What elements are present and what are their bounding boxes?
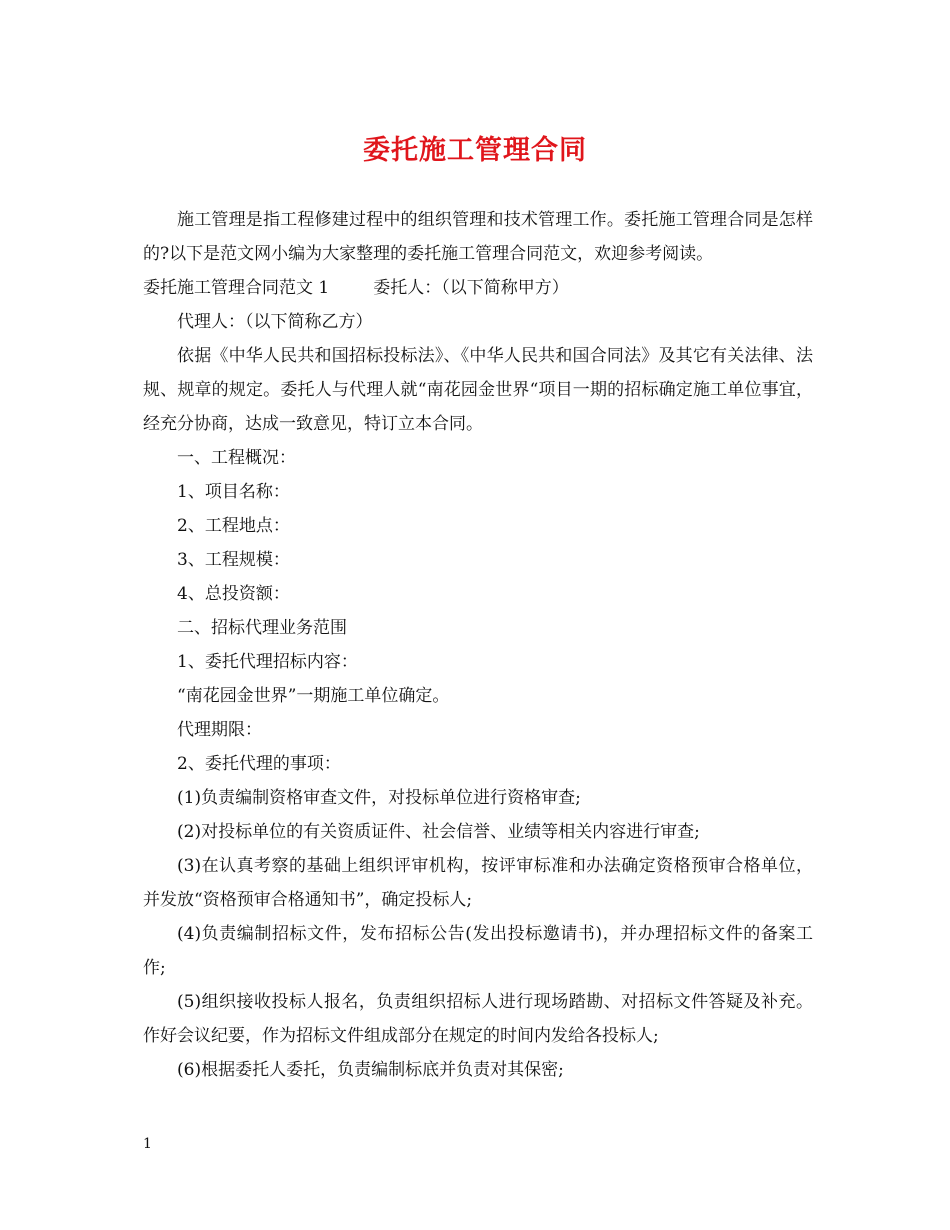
sample-line	[143, 271, 813, 305]
agent-line: 代理人：（以下简称乙方）	[177, 312, 373, 332]
scope-content: “南花园金世界”一期施工单位确定。	[177, 686, 450, 706]
task-item: (2)对投标单位的有关资质证件、社会信誉、业绩等相关内容进行审查;	[177, 822, 700, 842]
document-body	[143, 203, 813, 1087]
page-title: 委托施工管理合同	[363, 135, 587, 166]
page-number: 1	[143, 1136, 152, 1152]
sample-heading: 委托施工管理合同范文 1	[143, 278, 330, 298]
task-item: (4)负责编制招标文件，发布招标公告(发出投标邀请书)，并办理招标文件的备案工作;	[143, 924, 813, 978]
scope-item: 2、委托代理的事项：	[177, 754, 341, 774]
period-line: 代理期限：	[177, 720, 262, 740]
task-item: (5)组织接收投标人报名，负责组织招标人进行现场踏勘、对招标文件答疑及补充。作好会议纪要，作为招标文件组成部分在规定的时间内发给各投标人;	[143, 992, 813, 1046]
principal-line: 委托人：（以下简称甲方）	[373, 278, 569, 298]
scope-item: 1、委托代理招标内容：	[177, 652, 358, 672]
list-item: 4、总投资额：	[177, 584, 290, 604]
section-2-title: 二、招标代理业务范围	[177, 618, 347, 638]
intro-paragraph: 施工管理是指工程修建过程中的组织管理和技术管理工作。委托施工管理合同是怎样的?以下是范文网小编为大家整理的委托施工管理合同范文，欢迎参考阅读。	[143, 210, 813, 264]
task-item: (3)在认真考察的基础上组织评审机构，按评审标准和办法确定资格预审合格单位，并发放“资格预审合格通知书”，确定投标人;	[143, 856, 813, 910]
list-item: 2、工程地点：	[177, 516, 290, 536]
list-item: 1、项目名称：	[177, 482, 290, 502]
task-item: (1)负责编制资格审查文件，对投标单位进行资格审查;	[177, 788, 581, 808]
basis-paragraph: 依据《中华人民共和国招标投标法》、《中华人民共和国合同法》及其它有关法律、法规、规章的规定。委托人与代理人就“南花园金世界“项目一期的招标确定施工单位事宜，经充分协商，达成一致意见，特订立本合同。	[143, 346, 813, 434]
task-item: (6)根据委托人委托，负责编制标底并负责对其保密;	[177, 1060, 564, 1080]
section-1-title: 一、工程概况：	[177, 448, 296, 468]
list-item: 3、工程规模：	[177, 550, 290, 570]
